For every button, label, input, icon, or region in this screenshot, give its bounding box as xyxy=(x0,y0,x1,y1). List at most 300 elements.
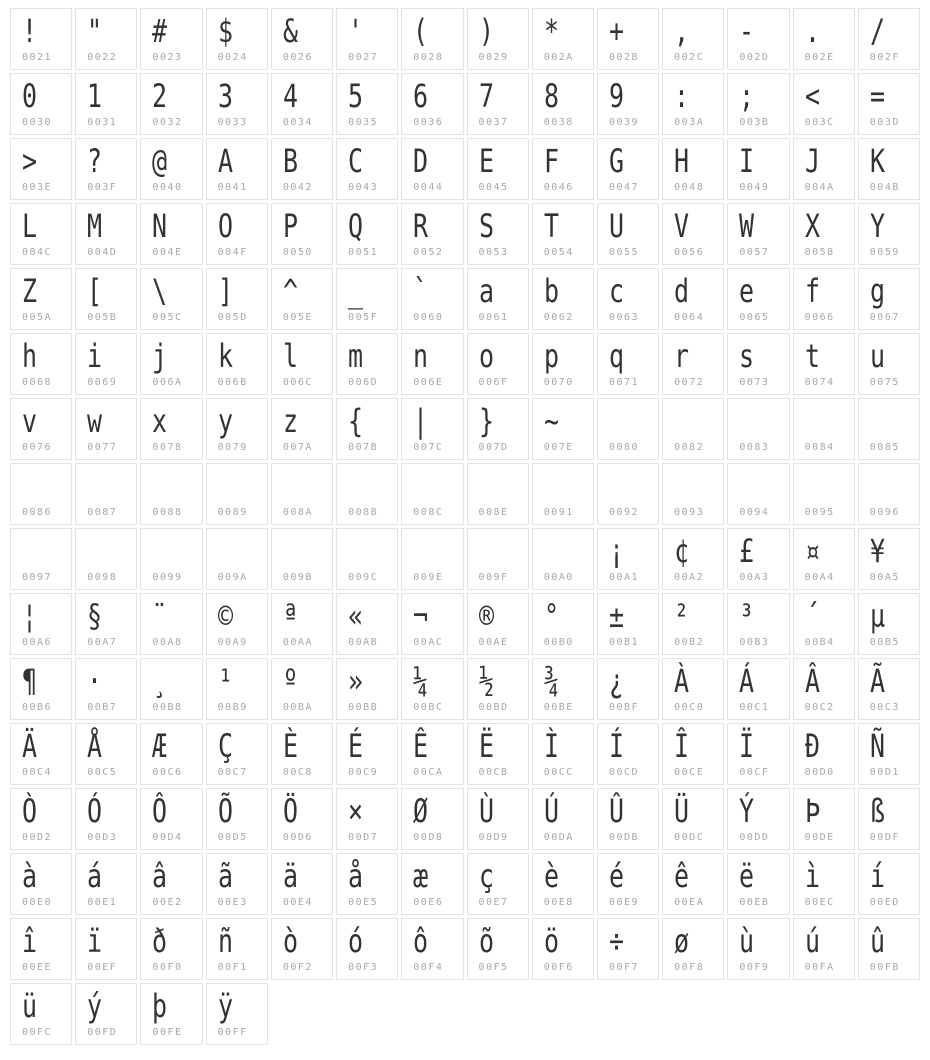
glyph-cell xyxy=(532,333,594,395)
glyph-cell xyxy=(75,853,137,915)
glyph-code: 00E3 xyxy=(217,897,248,908)
glyph-code: 0086 xyxy=(22,507,53,518)
glyph: á xyxy=(87,857,103,895)
glyph-cell xyxy=(10,463,72,525)
glyph: r xyxy=(674,337,690,375)
glyph-code: 0033 xyxy=(217,117,248,128)
glyph-code: 00A1 xyxy=(608,572,640,583)
glyph: F xyxy=(543,142,559,180)
glyph-code: 0070 xyxy=(543,377,574,388)
glyph-cell xyxy=(662,398,724,460)
glyph-cell xyxy=(727,333,789,395)
glyph-code: 00A9 xyxy=(217,637,248,648)
glyph: H xyxy=(674,142,690,180)
glyph-code: 00F1 xyxy=(217,962,248,973)
glyph-cell xyxy=(206,593,268,655)
glyph-code: 005F xyxy=(348,312,379,323)
glyph-code: 00D0 xyxy=(804,767,835,778)
glyph-cell xyxy=(140,398,202,460)
glyph: c xyxy=(608,272,624,310)
glyph: Â xyxy=(804,662,820,700)
glyph: ´ xyxy=(804,597,820,635)
glyph-cell xyxy=(467,8,529,70)
glyph: s xyxy=(739,337,755,375)
glyph-cell xyxy=(140,203,202,265)
glyph-code: 00D4 xyxy=(152,832,183,843)
glyph-cell xyxy=(401,73,463,135)
glyph-cell xyxy=(140,593,202,655)
glyph: , xyxy=(674,12,690,50)
glyph-cell xyxy=(858,73,920,135)
glyph: d xyxy=(674,272,690,310)
glyph-code: 00F0 xyxy=(152,962,183,973)
glyph-cell xyxy=(271,593,333,655)
glyph-code: 00DF xyxy=(869,832,900,843)
glyph-cell xyxy=(662,658,724,720)
glyph: ý xyxy=(87,987,103,1025)
glyph: Ê xyxy=(413,727,429,765)
glyph: * xyxy=(543,12,559,50)
glyph-cell xyxy=(858,138,920,200)
glyph: ä xyxy=(282,857,298,895)
glyph-code: 00CB xyxy=(478,767,509,778)
glyph-cell xyxy=(336,138,398,200)
glyph-cell xyxy=(858,398,920,460)
glyph-cell xyxy=(271,528,333,590)
glyph-code: 0063 xyxy=(608,312,640,323)
glyph-cell xyxy=(597,73,659,135)
glyph-code: 0044 xyxy=(413,182,444,193)
glyph-code: 005D xyxy=(217,312,248,323)
glyph: ¼ xyxy=(413,662,429,700)
glyph-cell xyxy=(597,723,659,785)
glyph-cell xyxy=(597,463,659,525)
glyph-code: 0049 xyxy=(739,182,770,193)
glyph-code: 00FE xyxy=(152,1027,183,1038)
glyph: ? xyxy=(87,142,103,180)
glyph: ¾ xyxy=(543,662,559,700)
glyph-code: 00C8 xyxy=(282,767,313,778)
glyph-cell xyxy=(597,528,659,590)
glyph: z xyxy=(282,402,298,440)
glyph-code: 0045 xyxy=(478,182,509,193)
glyph-code: 0060 xyxy=(413,312,444,323)
glyph-cell xyxy=(858,658,920,720)
glyph-cell xyxy=(206,73,268,135)
glyph: ; xyxy=(739,77,755,115)
glyph-code: 0082 xyxy=(674,442,705,453)
glyph: ± xyxy=(608,597,624,635)
glyph-cell xyxy=(140,138,202,200)
glyph: ð xyxy=(152,922,168,960)
glyph: æ xyxy=(413,857,429,895)
glyph-cell xyxy=(336,203,398,265)
glyph-code: 00B5 xyxy=(869,637,900,648)
glyph: à xyxy=(22,857,38,895)
glyph-code: 002D xyxy=(739,52,770,63)
glyph-cell xyxy=(75,983,137,1045)
glyph: ¦ xyxy=(22,597,38,635)
glyph-code: 006B xyxy=(217,377,248,388)
glyph-cell xyxy=(858,528,920,590)
glyph: ÷ xyxy=(608,922,624,960)
glyph-code: 002B xyxy=(608,52,640,63)
glyph-cell xyxy=(10,723,72,785)
glyph-cell xyxy=(140,723,202,785)
glyph: â xyxy=(152,857,168,895)
glyph-code: 00B6 xyxy=(22,702,53,713)
glyph: " xyxy=(87,12,103,50)
glyph: G xyxy=(608,142,624,180)
glyph-code: 00DA xyxy=(543,832,574,843)
glyph-cell xyxy=(10,73,72,135)
glyph: Ú xyxy=(543,792,559,830)
glyph-code: 0099 xyxy=(152,572,183,583)
glyph: u xyxy=(869,337,885,375)
glyph-code: 0097 xyxy=(22,572,53,583)
glyph-cell xyxy=(336,463,398,525)
glyph: ¸ xyxy=(152,662,168,700)
glyph-code: 00B8 xyxy=(152,702,183,713)
glyph-cell xyxy=(727,723,789,785)
glyph-code: 009E xyxy=(413,572,444,583)
glyph-code: 00D7 xyxy=(348,832,379,843)
glyph-cell xyxy=(206,658,268,720)
glyph-code: 0079 xyxy=(217,442,248,453)
glyph-cell xyxy=(597,918,659,980)
glyph-code: 004D xyxy=(87,247,118,258)
glyph-code: 00EA xyxy=(674,897,705,908)
glyph-cell xyxy=(140,333,202,395)
glyph: ê xyxy=(674,857,690,895)
glyph-cell xyxy=(727,73,789,135)
glyph-code: 006F xyxy=(478,377,509,388)
glyph-cell xyxy=(10,918,72,980)
glyph-cell xyxy=(140,918,202,980)
page xyxy=(0,8,930,1045)
glyph-code: 00DE xyxy=(804,832,835,843)
glyph-cell xyxy=(727,463,789,525)
glyph-cell xyxy=(271,463,333,525)
glyph: ¥ xyxy=(869,532,885,570)
glyph-code: 007E xyxy=(543,442,574,453)
glyph-cell xyxy=(75,73,137,135)
glyph-cell xyxy=(271,853,333,915)
glyph-code: 0029 xyxy=(478,52,509,63)
glyph-code: 00CF xyxy=(739,767,770,778)
glyph-cell xyxy=(727,853,789,915)
glyph: ' xyxy=(348,12,364,50)
glyph-cell xyxy=(662,918,724,980)
glyph-code: 0042 xyxy=(282,182,313,193)
glyph-code: 00B9 xyxy=(217,702,248,713)
glyph-cell xyxy=(336,333,398,395)
glyph-cell xyxy=(206,853,268,915)
glyph: Ì xyxy=(543,727,559,765)
glyph-cell xyxy=(401,658,463,720)
glyph-cell xyxy=(793,853,855,915)
glyph-code: 00C3 xyxy=(869,702,900,713)
glyph-cell xyxy=(206,203,268,265)
glyph-cell xyxy=(10,333,72,395)
glyph-code: 0065 xyxy=(739,312,770,323)
glyph: ² xyxy=(674,597,690,635)
glyph: B xyxy=(282,142,298,180)
glyph-cell xyxy=(467,918,529,980)
glyph-cell xyxy=(597,853,659,915)
glyph-code: 0062 xyxy=(543,312,574,323)
glyph: Ñ xyxy=(869,727,885,765)
glyph-cell xyxy=(271,658,333,720)
glyph: è xyxy=(543,857,559,895)
glyph: \ xyxy=(152,272,168,310)
glyph-cell xyxy=(140,528,202,590)
glyph-cell xyxy=(140,853,202,915)
glyph-code: 009C xyxy=(348,572,379,583)
glyph: p xyxy=(543,337,559,375)
glyph-code: 00AB xyxy=(348,637,379,648)
glyph: @ xyxy=(152,142,168,180)
glyph-cell xyxy=(727,8,789,70)
glyph: ° xyxy=(543,597,559,635)
glyph-code: 009A xyxy=(217,572,248,583)
glyph-code: 007B xyxy=(348,442,379,453)
glyph-cell xyxy=(271,723,333,785)
glyph-code: 00B4 xyxy=(804,637,835,648)
glyph-code: 00F7 xyxy=(608,962,640,973)
glyph: [ xyxy=(87,272,103,310)
glyph-cell xyxy=(467,658,529,720)
glyph-cell xyxy=(793,593,855,655)
glyph: Y xyxy=(869,207,885,245)
glyph-cell xyxy=(75,723,137,785)
glyph-code: 0073 xyxy=(739,377,770,388)
glyph-code: 00BD xyxy=(478,702,509,713)
glyph-code: 007C xyxy=(413,442,444,453)
glyph-cell xyxy=(336,853,398,915)
glyph-code: 005B xyxy=(87,312,118,323)
glyph-code: 0032 xyxy=(152,117,183,128)
glyph: | xyxy=(413,402,429,440)
glyph-code: 0027 xyxy=(348,52,379,63)
glyph-code: 00B3 xyxy=(739,637,770,648)
glyph-code: 0053 xyxy=(478,247,509,258)
glyph-cell xyxy=(858,8,920,70)
glyph-cell xyxy=(10,983,72,1045)
glyph-code: 003F xyxy=(87,182,118,193)
glyph-code: 00A0 xyxy=(543,572,574,583)
glyph: } xyxy=(478,402,494,440)
glyph-code: 0040 xyxy=(152,182,183,193)
glyph: l xyxy=(282,337,298,375)
glyph: » xyxy=(348,662,364,700)
glyph-cell xyxy=(467,398,529,460)
glyph: í xyxy=(869,857,885,895)
glyph: # xyxy=(152,12,168,50)
glyph-cell xyxy=(140,983,202,1045)
glyph: « xyxy=(348,597,364,635)
glyph-cell xyxy=(662,528,724,590)
glyph-code: 002C xyxy=(674,52,705,63)
glyph-code: 0030 xyxy=(22,117,53,128)
glyph-code: 0050 xyxy=(282,247,313,258)
glyph-code: 00E8 xyxy=(543,897,574,908)
glyph: î xyxy=(22,922,38,960)
glyph: J xyxy=(804,142,820,180)
glyph: Ü xyxy=(674,792,690,830)
glyph-code: 00D5 xyxy=(217,832,248,843)
glyph-cell xyxy=(206,8,268,70)
glyph-cell xyxy=(467,788,529,850)
glyph-cell xyxy=(532,398,594,460)
glyph-code: 00BC xyxy=(413,702,444,713)
glyph-cell xyxy=(532,528,594,590)
glyph: ³ xyxy=(739,597,755,635)
glyph: v xyxy=(22,402,38,440)
glyph-cell xyxy=(793,203,855,265)
glyph-cell xyxy=(336,788,398,850)
glyph-code: 00CC xyxy=(543,767,574,778)
glyph-cell xyxy=(271,8,333,70)
glyph-code: 00DC xyxy=(674,832,705,843)
glyph-code: 0069 xyxy=(87,377,118,388)
glyph: = xyxy=(869,77,885,115)
glyph-code: 009B xyxy=(282,572,313,583)
glyph-cell xyxy=(140,73,202,135)
glyph-cell xyxy=(793,268,855,330)
glyph-code: 0047 xyxy=(608,182,640,193)
glyph: 3 xyxy=(217,77,233,115)
glyph-cell xyxy=(336,528,398,590)
glyph: 8 xyxy=(543,77,559,115)
glyph-code: 00E5 xyxy=(348,897,379,908)
glyph: C xyxy=(348,142,364,180)
glyph: ò xyxy=(282,922,298,960)
glyph-code: 0094 xyxy=(739,507,770,518)
glyph-cell xyxy=(532,203,594,265)
glyph-code: 0031 xyxy=(87,117,118,128)
glyph: Ë xyxy=(478,727,494,765)
glyph-code: 0046 xyxy=(543,182,574,193)
glyph: Û xyxy=(608,792,624,830)
glyph-code: 0074 xyxy=(804,377,835,388)
glyph-code: 003D xyxy=(869,117,900,128)
glyph-code: 00C6 xyxy=(152,767,183,778)
glyph-cell xyxy=(467,138,529,200)
glyph: R xyxy=(413,207,429,245)
glyph-code: 00D6 xyxy=(282,832,313,843)
glyph-code: 0026 xyxy=(282,52,313,63)
glyph: D xyxy=(413,142,429,180)
glyph-cell xyxy=(727,593,789,655)
glyph-code: 0071 xyxy=(608,377,640,388)
glyph: Ø xyxy=(413,792,429,830)
glyph: ¿ xyxy=(608,662,624,700)
glyph-cell xyxy=(662,788,724,850)
glyph-cell xyxy=(10,658,72,720)
glyph-code: 0041 xyxy=(217,182,248,193)
glyph: / xyxy=(869,12,885,50)
glyph-cell xyxy=(336,398,398,460)
glyph: Ä xyxy=(22,727,38,765)
glyph: j xyxy=(152,337,168,375)
glyph-code: 00E7 xyxy=(478,897,509,908)
glyph-code: 0077 xyxy=(87,442,118,453)
glyph-cell xyxy=(793,788,855,850)
glyph-code: 0056 xyxy=(674,247,705,258)
glyph: ñ xyxy=(217,922,233,960)
glyph-code: 004F xyxy=(217,247,248,258)
glyph-cell xyxy=(401,463,463,525)
glyph: Á xyxy=(739,662,755,700)
glyph: · xyxy=(87,662,103,700)
glyph-code: 008A xyxy=(282,507,313,518)
glyph-cell xyxy=(401,853,463,915)
glyph-code: 008B xyxy=(348,507,379,518)
glyph-cell xyxy=(858,333,920,395)
glyph-cell xyxy=(597,333,659,395)
glyph-cell xyxy=(336,73,398,135)
glyph-code: 0022 xyxy=(87,52,118,63)
glyph: ( xyxy=(413,12,429,50)
glyph-cell xyxy=(858,788,920,850)
glyph-code: 0038 xyxy=(543,117,574,128)
glyph: Å xyxy=(87,727,103,765)
glyph-code: 00C4 xyxy=(22,767,53,778)
glyph-cell xyxy=(401,593,463,655)
glyph-code: 00F4 xyxy=(413,962,444,973)
glyph-code: 0058 xyxy=(804,247,835,258)
glyph-cell xyxy=(140,658,202,720)
glyph-code: 0023 xyxy=(152,52,183,63)
glyph-code: 0057 xyxy=(739,247,770,258)
glyph-code: 00DB xyxy=(608,832,640,843)
glyph-cell xyxy=(793,73,855,135)
glyph-code: 00A8 xyxy=(152,637,183,648)
glyph: h xyxy=(22,337,38,375)
glyph: ø xyxy=(674,922,690,960)
glyph-code: 00C9 xyxy=(348,767,379,778)
glyph-cell xyxy=(662,73,724,135)
glyph: å xyxy=(348,857,364,895)
glyph: ß xyxy=(869,792,885,830)
glyph-code: 003C xyxy=(804,117,835,128)
glyph-cell xyxy=(793,528,855,590)
glyph-cell xyxy=(271,203,333,265)
glyph-cell xyxy=(140,463,202,525)
glyph-code: 0068 xyxy=(22,377,53,388)
glyph-code: 00C5 xyxy=(87,767,118,778)
glyph: f xyxy=(804,272,820,310)
glyph-cell xyxy=(532,593,594,655)
glyph-cell xyxy=(206,333,268,395)
glyph-code: 0035 xyxy=(348,117,379,128)
glyph-cell xyxy=(597,203,659,265)
glyph: ¢ xyxy=(674,532,690,570)
glyph-cell xyxy=(401,528,463,590)
glyph-code: 0043 xyxy=(348,182,379,193)
glyph-code: 00C0 xyxy=(674,702,705,713)
glyph-code: 0080 xyxy=(608,442,640,453)
glyph: Q xyxy=(348,207,364,245)
glyph: § xyxy=(87,597,103,635)
glyph-code: 00BB xyxy=(348,702,379,713)
glyph-cell xyxy=(662,203,724,265)
glyph: n xyxy=(413,337,429,375)
glyph: Õ xyxy=(217,792,233,830)
glyph-code: 0036 xyxy=(413,117,444,128)
glyph: Ï xyxy=(739,727,755,765)
